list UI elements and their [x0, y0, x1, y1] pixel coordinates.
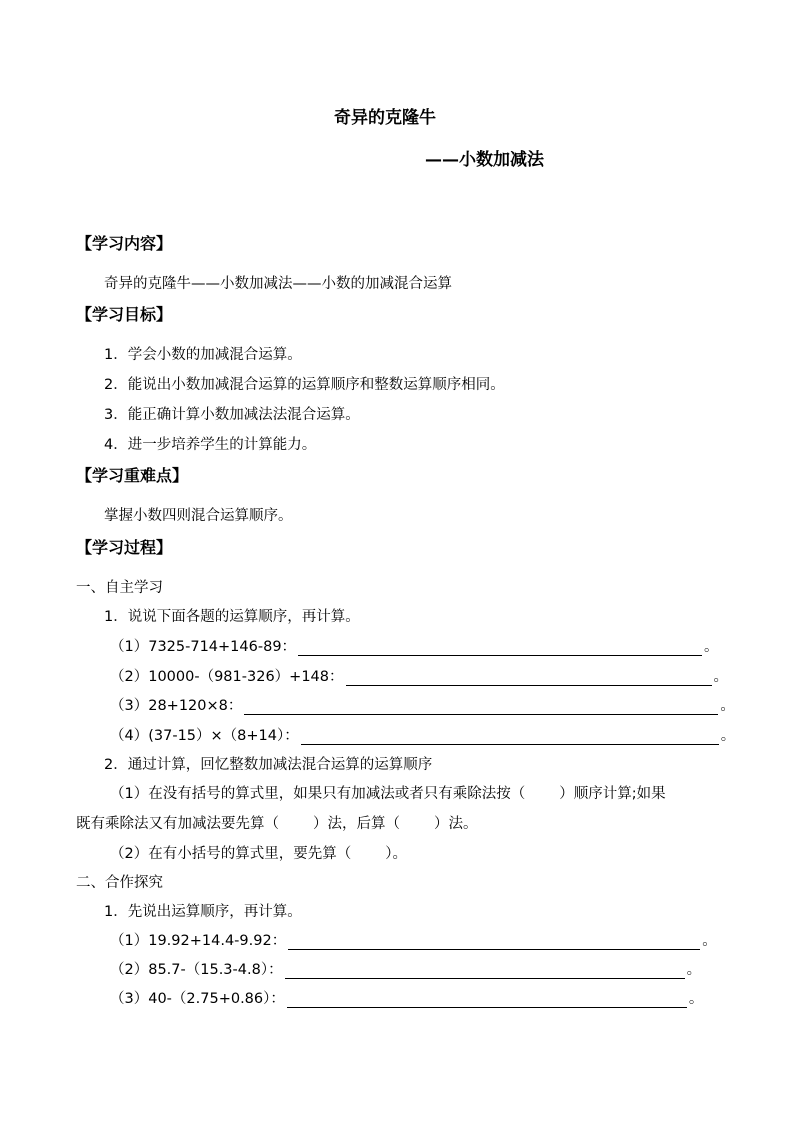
- page-title: 奇异的克隆牛: [334, 108, 436, 128]
- part1-question-2: 2．通过计算，回忆整数加减法混合运算的运算顺序: [104, 757, 433, 773]
- fill-text: 既有乘除法又有加减法要先算（: [76, 816, 279, 832]
- exercise-label: （1）19.92+14.4-9.92：: [110, 933, 287, 949]
- answer-blank[interactable]: [301, 729, 719, 745]
- fill-text: （1）在没有括号的算式里，如果只有加减法或者只有乘除法按（: [110, 786, 526, 802]
- part2-question-1: 1．先说出运算顺序，再计算。: [104, 904, 302, 920]
- content-text: 奇异的克隆牛——小数加减法——小数的加减混合运算: [104, 276, 452, 292]
- answer-blank[interactable]: [346, 670, 712, 686]
- exercise-row: [110, 727, 735, 745]
- fill-in-row: [76, 815, 478, 833]
- heading-key: 【学习重难点】: [76, 466, 189, 485]
- part1-title: 一、自主学习: [76, 580, 163, 596]
- exercise-end: 。: [720, 698, 735, 714]
- heading-goals: 【学习目标】: [76, 305, 173, 324]
- exercise-end: 。: [686, 962, 702, 978]
- fill-text: ）法。: [434, 816, 478, 832]
- exercise-label: （4）(37-15）×（8+14）：: [110, 728, 299, 744]
- exercise-row: [110, 668, 728, 686]
- goal-item-1: 1．学会小数的加减混合运算。: [104, 347, 302, 363]
- exercise-end: 。: [720, 728, 736, 744]
- answer-blank[interactable]: [285, 963, 685, 979]
- exercise-end: 。: [704, 639, 719, 655]
- exercise-label: （3）28+120×8：: [110, 698, 243, 714]
- goal-item-4: 4．进一步培养学生的计算能力。: [104, 437, 317, 453]
- goal-item-3: 3．能正确计算小数加减法法混合运算。: [104, 407, 360, 423]
- heading-content: 【学习内容】: [76, 234, 173, 253]
- fill-text: ）法，后算（: [313, 816, 400, 832]
- heading-process: 【学习过程】: [76, 538, 173, 557]
- answer-blank[interactable]: [298, 640, 702, 656]
- exercise-label: （3）40-（2.75+0.86）：: [110, 991, 285, 1007]
- exercise-label: （1）7325-714+146-89：: [110, 639, 297, 655]
- exercise-end: 。: [688, 991, 704, 1007]
- exercise-row: [110, 961, 701, 979]
- part1-question-1: 1．说说下面各题的运算顺序，再计算。: [104, 609, 360, 625]
- answer-blank[interactable]: [244, 699, 718, 715]
- exercise-label: （2）10000-（981-326）+148：: [110, 669, 344, 685]
- goal-item-2: 2．能说出小数加减混合运算的运算顺序和整数运算顺序相同。: [104, 377, 505, 393]
- fill-text: ）。: [385, 846, 407, 862]
- exercise-end: 。: [713, 669, 728, 685]
- fill-text: （2）在有小括号的算式里，要先算（: [110, 846, 352, 862]
- fill-in-row: [110, 845, 407, 863]
- fill-text: ）顺序计算;如果: [559, 786, 666, 802]
- answer-blank[interactable]: [288, 934, 700, 950]
- key-text: 掌握小数四则混合运算顺序。: [104, 508, 293, 524]
- exercise-row: [110, 697, 735, 715]
- fill-in-row: [110, 785, 666, 803]
- exercise-label: （2）85.7-（15.3-4.8）：: [110, 962, 283, 978]
- exercise-row: [110, 932, 717, 950]
- part2-title: 二、合作探究: [76, 875, 163, 891]
- exercise-row: [110, 990, 703, 1008]
- exercise-row: [110, 638, 719, 656]
- exercise-end: 。: [702, 933, 717, 949]
- answer-blank[interactable]: [287, 992, 687, 1008]
- page-subtitle: ——小数加减法: [425, 150, 544, 170]
